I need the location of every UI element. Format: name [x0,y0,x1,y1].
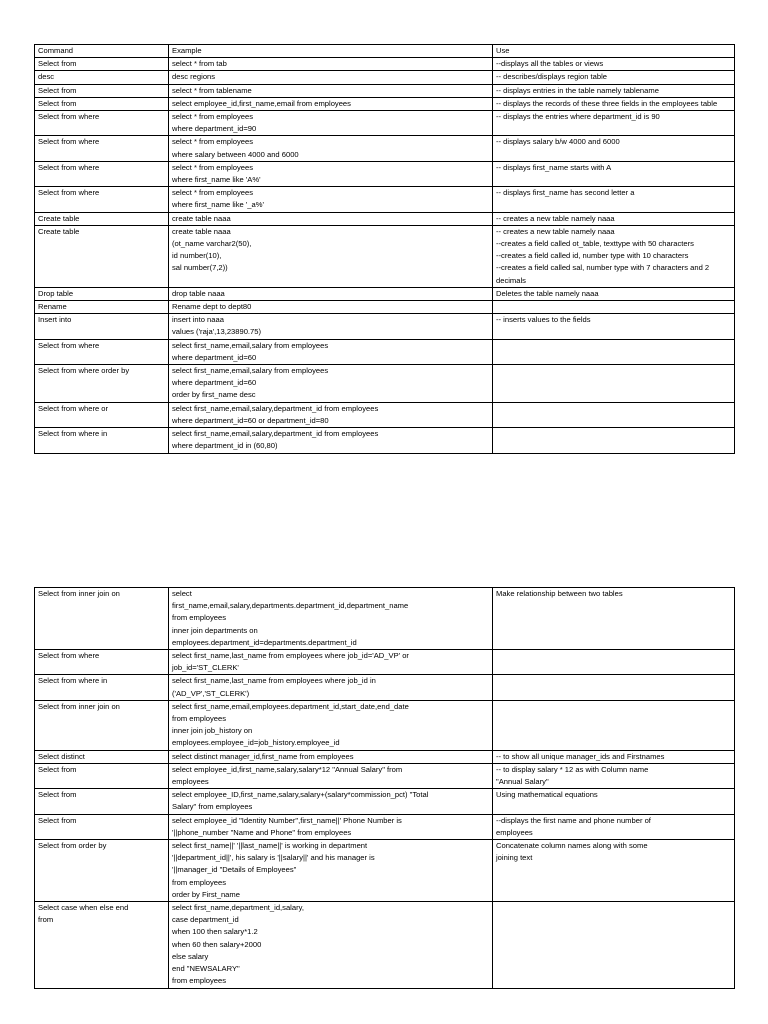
use-cell: -- displays the records of these three fields in the employees table [493,97,735,110]
example-cell: select * from tab [169,58,493,71]
use-cell [493,650,735,675]
example-cell: select first_name,last_name from employees where job_id in ('AD_VP','ST_CLERK') [169,675,493,700]
table-row [35,814,735,839]
table-row [35,700,735,750]
sql-commands-table-2 [34,587,735,989]
use-cell: Concatenate column names along with some joining text [493,840,735,902]
use-cell [493,301,735,314]
table-row [35,789,735,814]
sql-commands-table-1 [34,44,735,454]
example-cell: drop table naaa [169,287,493,300]
table-row [35,339,735,364]
table-row [35,750,735,763]
table-row [35,161,735,186]
command-cell: Select from inner join on [35,700,169,750]
example-cell: select distinct manager_id,first_name from employees [169,750,493,763]
table-row [35,225,735,287]
table-row [35,71,735,84]
use-cell: Deletes the table namely naaa [493,287,735,300]
header-example: Example [169,45,493,58]
command-cell: Select from [35,84,169,97]
command-cell: Select from where order by [35,365,169,403]
command-cell: Drop table [35,287,169,300]
command-cell: Select from where [35,339,169,364]
table-row [35,675,735,700]
example-cell: select first_name,email,salary,department_id from employees where department_id in (60,80) [169,428,493,453]
example-cell: select employee_ID,first_name,salary,salary+(salary*commission_pct) "Total Salary" from employees [169,789,493,814]
use-cell: --displays all the tables or views [493,58,735,71]
use-cell: -- creates a new table namely naaa [493,212,735,225]
use-cell [493,365,735,403]
use-cell: -- describes/displays region table [493,71,735,84]
example-cell: select first_name,email,salary from employees where department_id=60 [169,339,493,364]
example-cell: select * from employees where department_id=90 [169,111,493,136]
use-cell: -- displays the entries where department_id is 90 [493,111,735,136]
header-use: Use [493,45,735,58]
example-cell: select employee_id,first_name,salary,salary*12 "Annual Salary" from employees [169,763,493,788]
table-row [35,365,735,403]
command-cell: desc [35,71,169,84]
command-cell: Select from where in [35,675,169,700]
use-cell: -- inserts values to the fields [493,314,735,339]
example-cell: Rename dept to dept80 [169,301,493,314]
example-cell: select * from employees where salary between 4000 and 6000 [169,136,493,161]
use-cell [493,428,735,453]
table-row [35,301,735,314]
use-cell: -- creates a new table namely naaa --creates a field called ot_table, texttype with 50 characters --creates a field called id, number type with 10 characters --creates a field called sal, number type with 7 characters and 2 decimals [493,225,735,287]
use-cell: -- displays salary b/w 4000 and 6000 [493,136,735,161]
example-cell: create table naaa [169,212,493,225]
use-cell [493,339,735,364]
table-row [35,111,735,136]
example-cell: select employee_id "Identity Number",first_name||' Phone Number is '||phone_number "Name and Phone" from employees [169,814,493,839]
use-cell: Using mathematical equations [493,789,735,814]
command-cell: Select from where or [35,402,169,427]
example-cell: select * from tablename [169,84,493,97]
command-cell: Create table [35,225,169,287]
example-cell: select first_name,email,salary from employees where department_id=60 order by first_name desc [169,365,493,403]
command-cell: Select from [35,58,169,71]
use-cell: -- displays first_name starts with A [493,161,735,186]
table-row [35,428,735,453]
command-cell: Select from where [35,650,169,675]
command-cell: Create table [35,212,169,225]
table-row [35,97,735,110]
command-cell: Select from where [35,111,169,136]
table-row [35,84,735,97]
use-cell: -- displays entries in the table namely tablename [493,84,735,97]
use-cell: -- to show all unique manager_ids and Firstnames [493,750,735,763]
table-row [35,763,735,788]
example-cell: desc regions [169,71,493,84]
table-row [35,314,735,339]
table-row [35,840,735,902]
use-cell: --displays the first name and phone number of employees [493,814,735,839]
use-cell [493,402,735,427]
command-cell: Select from where in [35,428,169,453]
example-cell: insert into naaa values ('raja',13,23890.75) [169,314,493,339]
command-cell: Select from [35,763,169,788]
command-cell: Insert into [35,314,169,339]
command-cell: Select from order by [35,840,169,902]
command-cell: Select distinct [35,750,169,763]
command-cell: Select from [35,97,169,110]
command-cell: Rename [35,301,169,314]
example-cell: select employee_id,first_name,email from employees [169,97,493,110]
table-row [35,58,735,71]
command-cell: Select from [35,814,169,839]
table-row [35,136,735,161]
command-cell: Select from inner join on [35,588,169,650]
use-cell: -- to display salary * 12 as with Column name "Annual Salary" [493,763,735,788]
use-cell [493,902,735,988]
example-cell: create table naaa (ot_name varchar2(50), id number(10), sal number(7,2)) [169,225,493,287]
example-cell: select first_name,email,salary,department_id from employees where department_id=60 or department_id=80 [169,402,493,427]
use-cell [493,675,735,700]
table-header-row [35,45,735,58]
table-row [35,588,735,650]
table-row [35,902,735,988]
example-cell: select first_name,email,employees.department_id,start_date,end_date from employees inner join job_history on employees.employee_id=job_history.employee_id [169,700,493,750]
example-cell: select * from employees where first_name like 'A%' [169,161,493,186]
command-cell: Select from where [35,187,169,212]
example-cell: select first_name||' '||last_name||' is working in department '||department_id||', his salary is '||salary||' and his manager is '||manager_id "Details of Employees" from employees order by First_name [169,840,493,902]
command-cell: Select case when else end from [35,902,169,988]
table-row [35,187,735,212]
header-command: Command [35,45,169,58]
command-cell: Select from where [35,161,169,186]
table-row [35,402,735,427]
example-cell: select * from employees where first_name like '_a%' [169,187,493,212]
use-cell: Make relationship between two tables [493,588,735,650]
example-cell: select first_name,last_name from employees where job_id='AD_VP' or job_id='ST_CLERK' [169,650,493,675]
command-cell: Select from where [35,136,169,161]
use-cell: -- displays first_name has second letter a [493,187,735,212]
use-cell [493,700,735,750]
example-cell: select first_name,department_id,salary, case department_id when 100 then salary*1.2 when 60 then salary+2000 else salary end "NEWSALARY" from employees [169,902,493,988]
table-row [35,650,735,675]
table-row [35,212,735,225]
table-row [35,287,735,300]
command-cell: Select from [35,789,169,814]
example-cell: select first_name,email,salary,departments.department_id,department_name from employees inner join departments on employees.department_id=departments.department_id [169,588,493,650]
